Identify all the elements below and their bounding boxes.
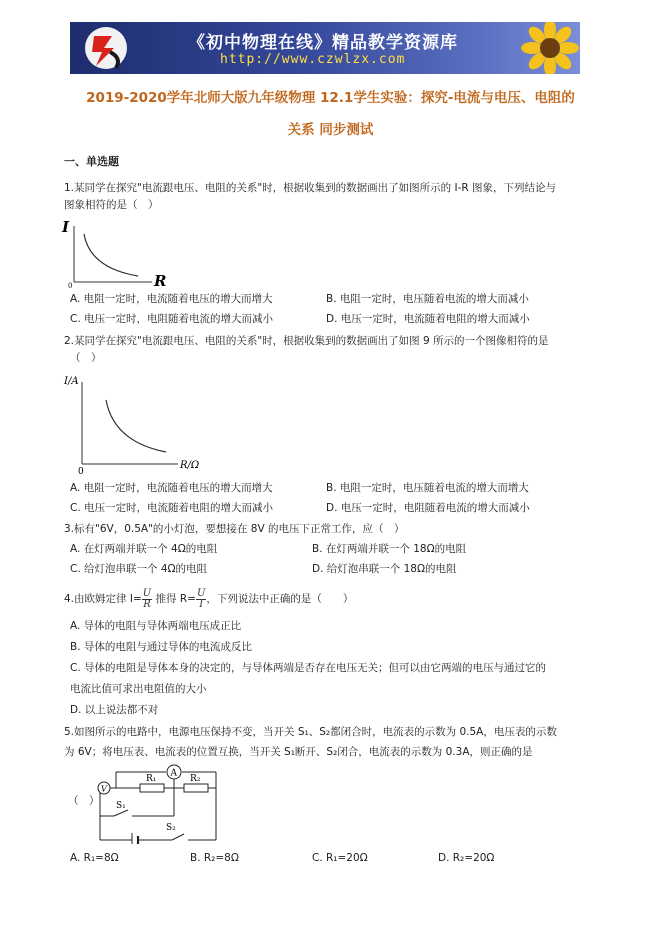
q2-stem-line2: （ ） — [70, 352, 102, 364]
banner-title: 《初中物理在线》精品教学资源库 — [188, 33, 458, 53]
q1-curve — [84, 234, 138, 276]
q4-option-d[interactable]: D. 以上说法都不对 — [70, 704, 159, 716]
voltmeter-label: V — [101, 784, 107, 794]
s1-label: S₁ — [116, 801, 126, 811]
q2-options — [64, 480, 604, 516]
ammeter-label: A — [170, 768, 177, 779]
header-banner — [70, 22, 580, 74]
question-3: 3.标有"6V，0.5A"的小灯泡，要想接在 8V 的电压下正常工作，应（ ） — [64, 523, 405, 535]
q5-paren: （ ） — [68, 795, 100, 807]
q4-option-a[interactable]: A. 导体的电阻与导体两端电压成正比 — [70, 620, 242, 632]
section-heading: 一、单选题 — [64, 155, 119, 168]
q3-option-b[interactable]: B. 在灯两端并联一个 18Ω的电阻 — [312, 543, 467, 555]
q1-stem-line1: 1.某同学在探究"电流跟电压、电阻的关系"时，根据收集到的数据画出了如图所示的 I-R 图象，下列结论与 — [64, 182, 557, 194]
q1-option-b[interactable]: B. 电阻一定时，电压随着电流的增大而减小 — [326, 293, 529, 305]
sunflower-icon — [510, 22, 580, 74]
q4-option-b[interactable]: B. 导体的电阻与通过导体的电流成反比 — [70, 641, 252, 653]
q5-stem-line1: 5.如图所示的电路中，电源电压保持不变，当开关 S₁、S₂都闭合时，电流表的示数为 0.5A，电压表的示数 — [64, 726, 557, 738]
q3-option-c[interactable]: C. 给灯泡串联一个 4Ω的电阻 — [70, 563, 208, 575]
q4-options — [64, 616, 604, 721]
s2-label: S₂ — [166, 823, 176, 833]
q5-options — [64, 850, 604, 868]
q2-x-label: R/Ω — [180, 460, 200, 471]
q5-option-a[interactable]: A. R₁=8Ω — [70, 852, 119, 864]
question-2 — [64, 333, 604, 367]
q2-stem-line1: 2.某同学在探究"电流跟电压、电阻的关系"时，根据收集到的数据画出了如图 9 所示的一个图像相符的是 — [64, 335, 549, 347]
q1-x-label: R — [154, 272, 167, 290]
q1-option-d[interactable]: D. 电压一定时，电流随着电阻的增大而减小 — [326, 313, 530, 325]
q2-graph — [60, 370, 210, 476]
q4-fraction-r: $\frac{U}{I}$ — [196, 587, 206, 610]
q4-option-c[interactable]: C. 导体的电阻是导体本身的决定的，与导体两端是否存在电压无关；但可以由它两端的电压与通过它的 — [70, 662, 547, 674]
q1-stem-line2: 图象相符的是（ ） — [64, 199, 159, 211]
q4-stem-mid: 推得 R= — [152, 593, 196, 605]
q3-options — [64, 541, 604, 577]
banner-url[interactable]: http://www.czwlzx.com — [220, 52, 406, 67]
q4-fraction-i: $\frac{U}{R}$ — [142, 587, 152, 610]
q2-option-a[interactable]: A. 电阻一定时，电流随着电压的增大而增大 — [70, 482, 273, 494]
q3-option-d[interactable]: D. 给灯泡串联一个 18Ω的电阻 — [312, 563, 457, 575]
q5-option-d[interactable]: D. R₂=20Ω — [438, 852, 495, 864]
q4-stem-post: ，下列说法中正确的是（ ） — [206, 593, 354, 605]
document-title-line1: 2019-2020学年北师大版九年级物理 12.1学生实验：探究-电流与电压、电阻的 — [86, 90, 575, 106]
r1-label: R₁ — [146, 774, 157, 784]
question-1 — [64, 180, 604, 214]
q4-stem-pre: 4.由欧姆定律 I= — [64, 593, 142, 605]
q2-y-label: I/A — [64, 376, 79, 387]
q1-y-label: I — [62, 218, 70, 236]
q1-options — [64, 291, 604, 327]
document-title-line2: 关系 同步测试 — [287, 122, 374, 138]
q3-option-a[interactable]: A. 在灯两端并联一个 4Ω的电阻 — [70, 543, 218, 555]
q2-option-c[interactable]: C. 电压一定时，电流随着电阻的增大而减小 — [70, 502, 274, 514]
q1-graph — [60, 216, 170, 290]
q2-option-d[interactable]: D. 电压一定时，电阻随着电流的增大而减小 — [326, 502, 530, 514]
q5-option-c[interactable]: C. R₁=20Ω — [312, 852, 368, 864]
q1-option-a[interactable]: A. 电阻一定时，电流随着电压的增大而增大 — [70, 293, 273, 305]
q4-option-c-cont: 电流比值可求出电阻值的大小 — [70, 683, 207, 695]
q5-circuit-diagram — [96, 760, 226, 844]
r2-label: R₂ — [190, 774, 201, 784]
q1-origin: 0 — [68, 282, 73, 290]
q5-stem-line2: 为 6V；将电压表、电流表的位置互换，当开关 S₁断开、S₂闭合，电流表的示数为 0.3A，则正确的是 — [64, 746, 533, 758]
q5-option-b[interactable]: B. R₂=8Ω — [190, 852, 239, 864]
question-5 — [64, 722, 604, 762]
q2-curve — [106, 400, 166, 452]
q2-origin: 0 — [78, 467, 84, 476]
q1-option-c[interactable]: C. 电压一定时，电阻随着电流的增大而减小 — [70, 313, 274, 325]
logo-icon — [76, 24, 136, 72]
q2-option-b[interactable]: B. 电阻一定时，电压随着电流的增大而增大 — [326, 482, 529, 494]
question-4 — [64, 588, 604, 610]
